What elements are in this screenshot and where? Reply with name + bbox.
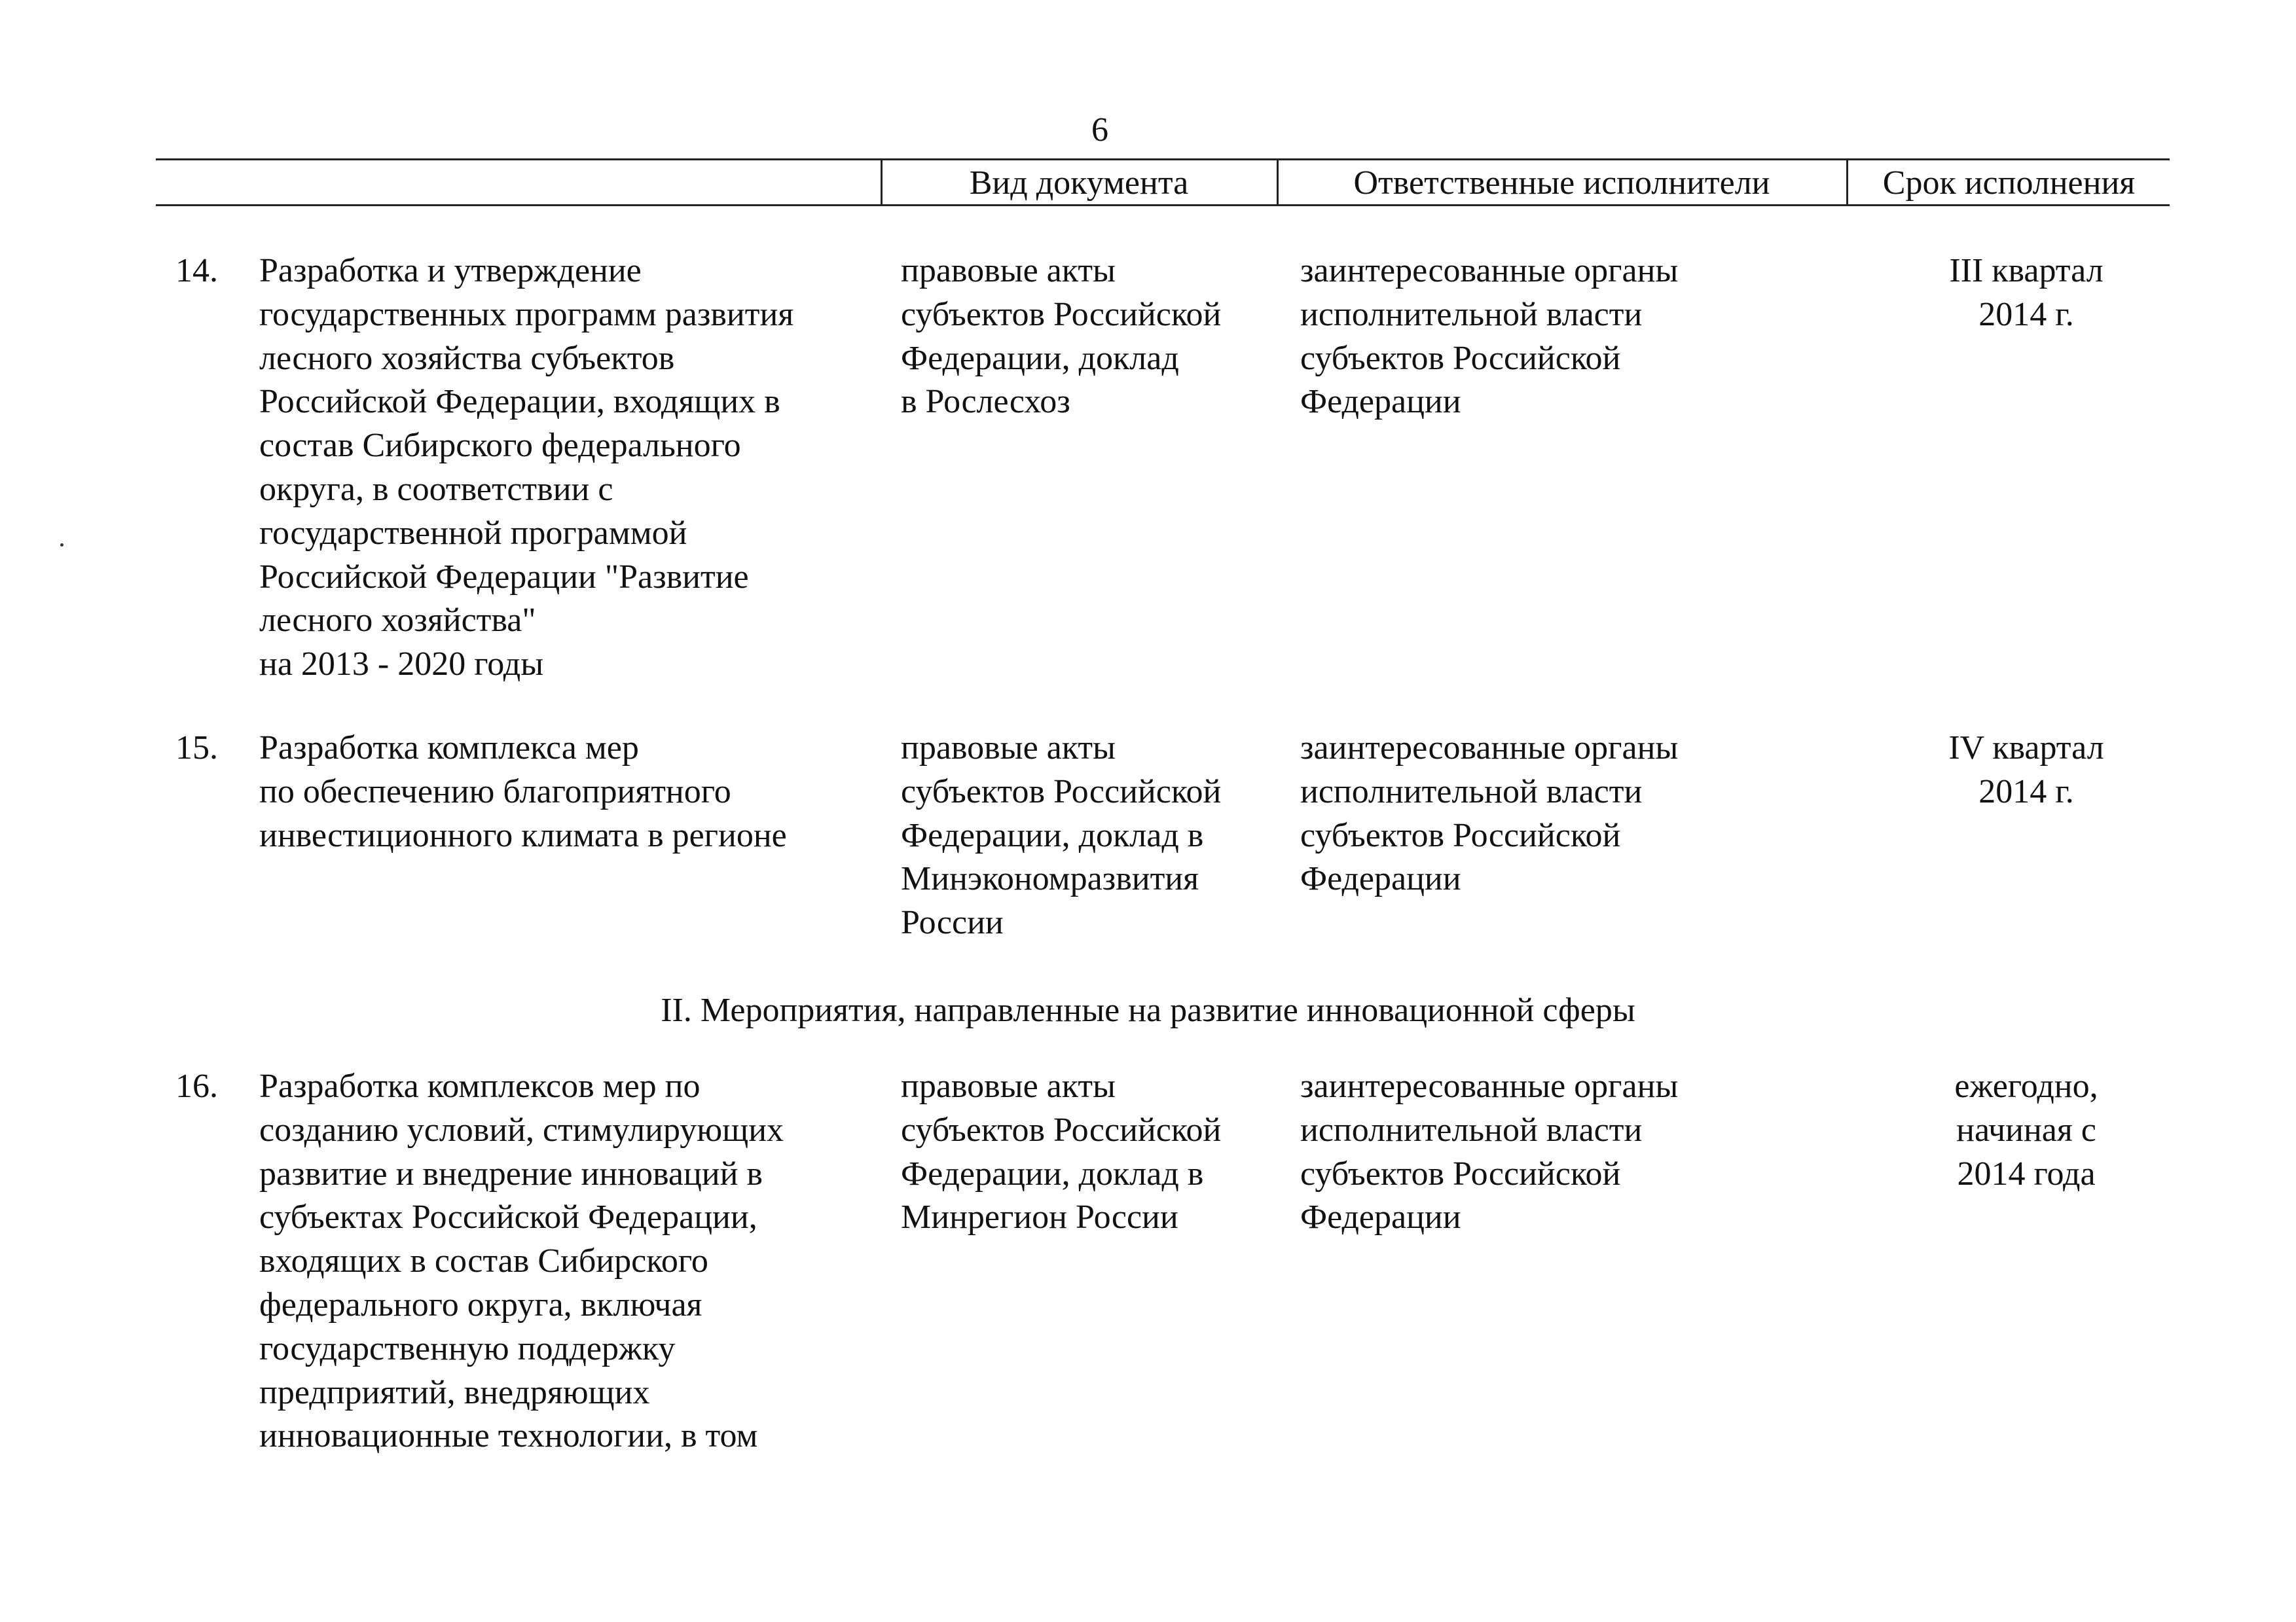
title-line: Российской Федерации "Развитие [259,558,749,596]
title-line: субъектах Российской Федерации, [259,1198,757,1236]
title-line: инновационные технологии, в том [259,1417,758,1455]
document-line: правовые акты [901,1068,1116,1105]
row-responsible [1300,249,1758,424]
responsible-line: исполнительной власти [1300,1111,1643,1149]
responsible-line: заинтересованные органы [1300,1068,1679,1105]
title-line: лесного хозяйства субъектов [259,339,675,377]
title-line: государственных программ развития [259,295,794,333]
row-title [259,1065,875,1458]
row-number: 14. [175,252,218,289]
row-document-type [901,727,1294,945]
deadline-line: начиная с [1956,1111,2096,1149]
scan-speck [60,543,64,547]
responsible-line: Федерации [1300,860,1461,898]
title-line: состав Сибирского федерального [259,427,741,465]
row-number: 16. [175,1068,218,1105]
document-line: Минрегион России [901,1198,1178,1236]
responsible-line: Федерации [1300,383,1461,421]
title-line: развитие и внедрение инноваций в [259,1155,763,1193]
responsible-line: субъектов Российской [1300,816,1621,854]
title-line: округа, в соответствии с [259,470,613,508]
row-number: 15. [175,729,218,766]
responsible-line: заинтересованные органы [1300,729,1679,766]
row-deadline [1859,727,2193,814]
title-line: Российской Федерации, входящих в [259,383,780,421]
title-line: государственную поддержку [259,1329,676,1367]
deadline-line: ежегодно, [1954,1068,2098,1105]
responsible-line: Федерации [1300,1198,1461,1236]
title-line: лесного хозяйства" [259,602,536,640]
title-line: Разработка комплексов мер по [259,1068,701,1105]
header-responsible: Ответственные исполнители [1353,164,1770,202]
deadline-line: IV квартал [1948,729,2104,766]
row-document-type [901,1065,1294,1240]
deadline-line: 2014 года [1957,1155,2096,1193]
document-line: Минэкономразвития [901,860,1199,898]
responsible-line: субъектов Российской [1300,1155,1621,1193]
title-line: федерального округа, включая [259,1286,702,1324]
document-line: правовые акты [901,729,1116,766]
row-deadline [1859,1065,2193,1196]
document-line: субъектов Российской [901,1111,1222,1149]
header-document-type: Вид документа [969,164,1189,202]
row-title [259,727,875,857]
title-line: Разработка комплекса мер [259,729,639,766]
title-line: созданию условий, стимулирующих [259,1111,784,1149]
row-responsible [1300,1065,1758,1240]
page-number: 6 [1091,111,1108,149]
deadline-line: III квартал [1949,252,2104,289]
title-line: предприятий, внедряющих [259,1373,650,1411]
title-line: Разработка и утверждение [259,252,642,289]
deadline-line: 2014 г. [1978,295,2074,333]
title-line: по обеспечению благоприятного [259,772,731,810]
title-line: входящих в состав Сибирского [259,1242,708,1280]
document-line: Федерации, доклад [901,339,1179,377]
title-line: государственной программой [259,514,687,552]
responsible-line: исполнительной власти [1300,295,1643,333]
document-line: в Рослесхоз [901,383,1070,421]
document-line: субъектов Российской [901,295,1222,333]
header-top-rule [156,158,2170,160]
title-line: инвестиционного климата в регионе [259,816,787,854]
document-line: субъектов Российской [901,772,1222,810]
document-line: Федерации, доклад в [901,816,1204,854]
responsible-line: заинтересованные органы [1300,252,1679,289]
document-line: России [901,904,1004,942]
row-responsible [1300,727,1758,901]
responsible-line: субъектов Российской [1300,339,1621,377]
row-deadline [1859,249,2193,337]
section-heading: II. Мероприятия, направленные на развитие инновационной сферы [661,992,1635,1029]
document-line: Федерации, доклад в [901,1155,1204,1193]
title-line: на 2013 - 2020 годы [259,645,544,683]
row-title [259,249,875,687]
deadline-line: 2014 г. [1978,772,2074,810]
document-line: правовые акты [901,252,1116,289]
row-document-type [901,249,1294,424]
responsible-line: исполнительной власти [1300,772,1643,810]
header-deadline: Срок исполнения [1882,164,2136,202]
